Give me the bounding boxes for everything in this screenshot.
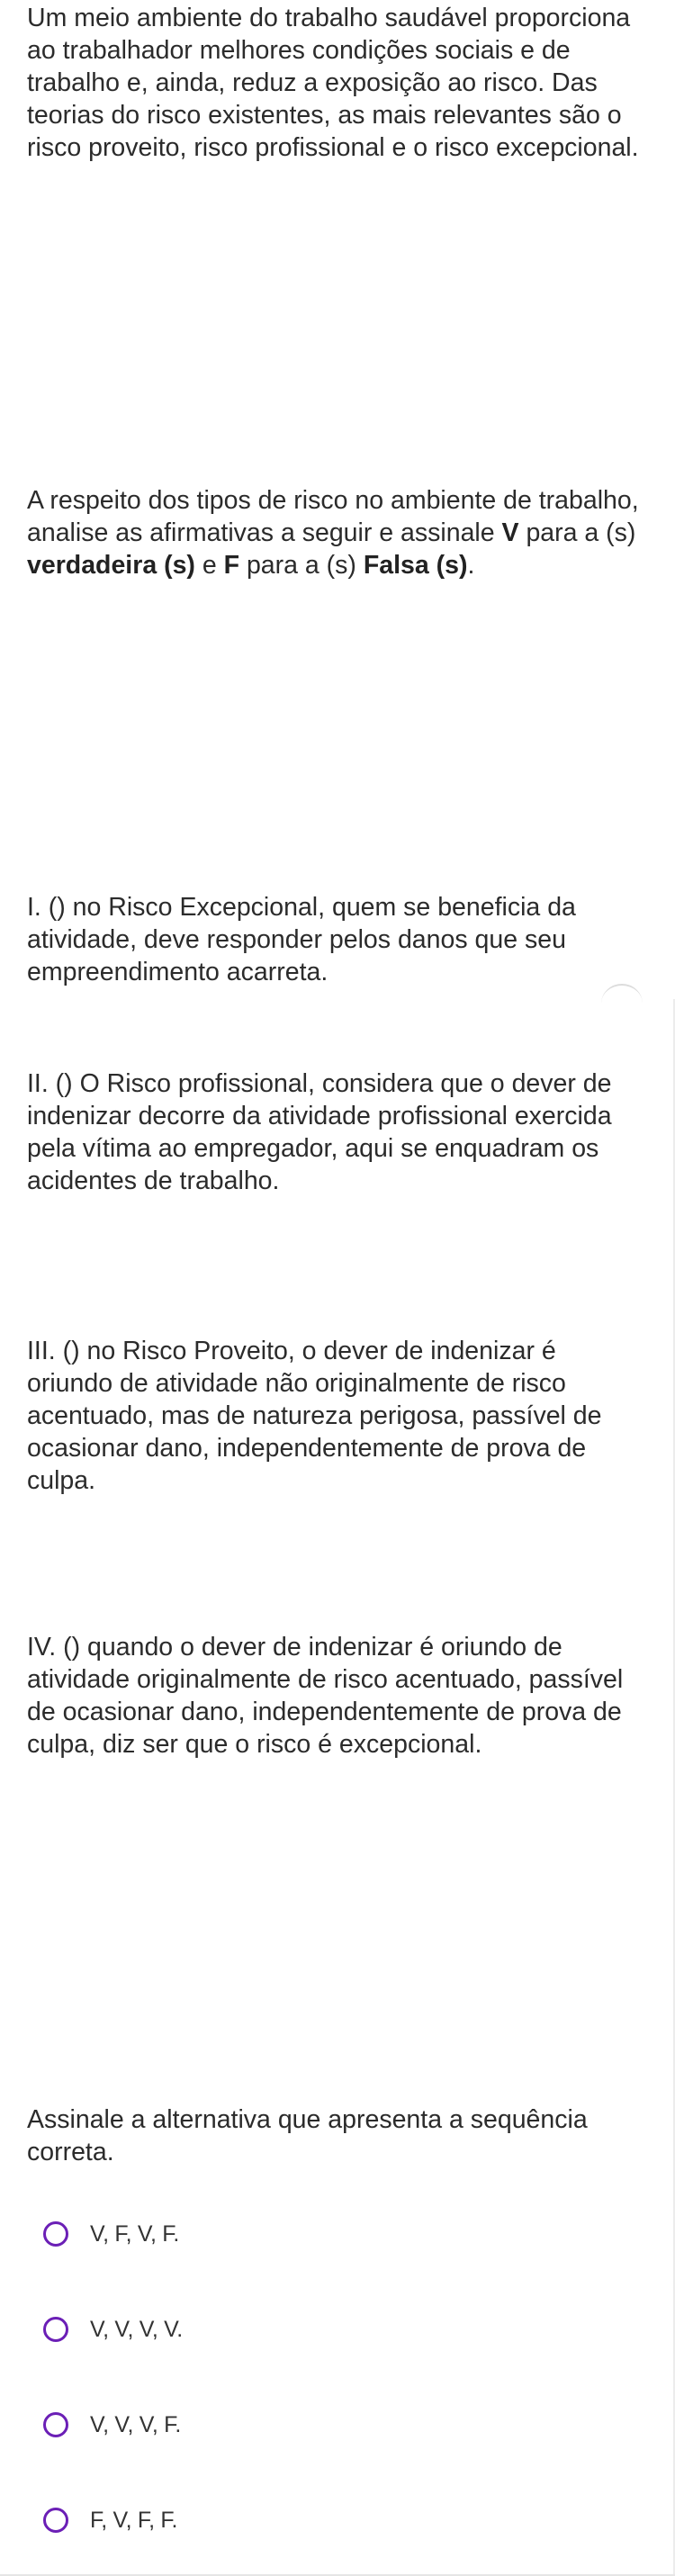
instruction-f: F [223,551,240,580]
answer-option-label: V, V, V, V. [90,2316,183,2342]
answer-option-a[interactable] [43,2214,313,2254]
radio-button-icon[interactable] [43,2317,68,2342]
question-intro: Um meio ambiente do trabalho saudável proporciona ao trabalhador melhores condições sociais e de trabalho e, ainda, reduz a exposição ao risco. Das teorias do risco existentes, as mais relevantes são o risco proveito, risco profissional e o risco excepcional. [27,4,639,162]
radio-button-icon[interactable] [43,2221,68,2247]
instruction-v: V [501,518,519,547]
statement-3: III. () no Risco Proveito, o dever de indenizar é oriundo de atividade não originalmente de risco acentuado, mas de natureza perigosa, passível de ocasionar dano, independentemente de prova de culpa. [27,1337,602,1495]
answer-option-c[interactable] [43,2405,313,2445]
answer-option-label: V, F, V, F. [90,2220,180,2247]
instruction-text-2: para a (s) [518,518,636,547]
radio-button-icon[interactable] [43,2508,68,2533]
statement-4: IV. () quando o dever de indenizar é oriundo de atividade originalmente de risco acentuado, passível de ocasionar dano, independentemente de prova de culpa, diz ser que o risco é excepcional. [27,1633,624,1759]
answer-option-b[interactable] [43,2310,313,2349]
answer-option-label: V, V, V, F. [90,2411,181,2437]
question-prompt: Assinale a alternativa que apresenta a sequência correta. [27,2105,588,2166]
answer-option-label: F, V, F, F. [90,2507,178,2533]
question-instruction [27,484,648,581]
instruction-text-3: e [194,551,224,580]
instruction-text-5: . [467,551,475,580]
statement-1: I. () no Risco Excepcional, quem se beneficia da atividade, deve responder pelos danos que seu empreendimento acarreta. [27,893,576,986]
instruction-verdadeira: verdadeira (s) [27,551,195,580]
statement-2: II. () O Risco profissional, considera que o dever de indenizar decorre da atividade profissional exercida pela vítima ao empregador, aqui se enquadram os acidentes de trabalho. [27,1069,612,1195]
instruction-falsa: Falsa (s) [363,551,468,580]
radio-button-icon[interactable] [43,2412,68,2437]
instruction-text-1: A respeito dos tipos de risco no ambiente de trabalho, analise as afirmativas a seguir e assinale [27,486,639,547]
answer-option-d[interactable] [43,2500,313,2540]
instruction-text-4: para a (s) [239,551,364,580]
